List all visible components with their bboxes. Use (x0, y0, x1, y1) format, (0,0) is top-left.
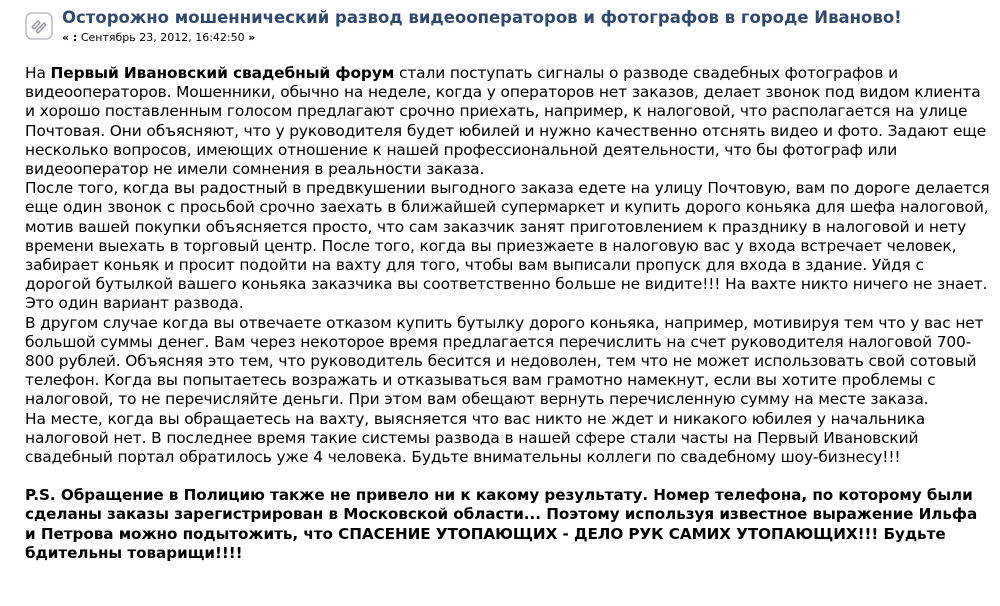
post-title-link[interactable]: Осторожно мошеннический развод видеооператоров и фотографов в городе Иваново! (62, 8, 902, 27)
post-paragraph-4: На месте, когда вы обращаетесь на вахту, выясняется что вас никто не ждет и никакого юбилея у начальника налоговой нет. В последнее время такие системы развода в нашей сфере стали часты на Первый Ивановский свадебный портал обратилось уже 4 человека. Будьте внимательны коллеги по свадебному шоу-бизнесу!!! (25, 409, 926, 467)
paragraph-gap (25, 467, 990, 486)
paragraph-1-text: стали поступать сигналы о разводе свадебных фотографов и видеооператоров. Мошенники, обычно на неделе, когда у операторов нет заказов, делает звонок под видом клиента и хорошо поставленным голосом предлагают срочно приехать, например, к налоговой, что располагается на улице Почтовая. Они объясняют, что у руководителя будет юбилей и нужно качественно отснять видео и фото. Задают еще несколько вопросов, имеющих отношение к нашей профессиональной деятельности, что бы фотограф или видеооператор не имели сомнения в реальности заказа. (25, 64, 987, 179)
post-meta-marker: « : (62, 31, 78, 44)
post-topic-icon (25, 12, 53, 40)
post-ps: P.S. Обращение в Полицию также не привело ни к какому результату. Номер телефона, по которому были сделаны заказы зарегистрирован в Московской области... Поэтому используя известное выражение Ильфа и Петрова можно подытожить, что СПАСЕНИЕ УТОПАЮЩИХ - ДЕЛО РУК САМИХ УТОПАЮЩИХ!!! Будьте бдительны товарищи!!!! (25, 486, 978, 562)
paragraph-1-prefix: На (25, 64, 51, 82)
post-meta (62, 31, 255, 44)
post-meta-end: » (248, 31, 256, 44)
post-paragraph-3: В другом случае когда вы отвечаете отказом купить бутылку дорого коньяка, например, мотивируя тем что у вас нет большой суммы денег. Вам через некоторое время предлагается перечислить на счет руководителя налоговой 700-800 рублей. Объясняя это тем, что руководитель бесится и недоволен, тем что не может использовать свой сотовый телефон. Когда вы попытаетесь возражать и отказываться вам грамотно намекнут, если вы хотите проблемы с налоговой, то не перечисляйте деньги. При этом вам обещают вернуть перечисленную сумму на месте заказа. (25, 313, 984, 409)
post-paragraph-1 (25, 64, 990, 179)
forum-link[interactable]: Первый Ивановский свадебный форум (50, 64, 395, 82)
post-header (25, 8, 985, 48)
post-body (25, 64, 990, 563)
post-paragraph-2: После того, когда вы радостный в предвкушении выгодного заказа едете на улицу Почтовую, вам по дороге делается еще один звонок с просьбой срочно заехать в ближайшей супермаркет и купить дорого коньяка для шефа налоговой, мотив вашей покупки объясняется просто, что сам заказчик занят приготовлением к празднику в налоговой и нету времени выехать в торговый центр. После того, когда вы приезжаете в налоговую вас у входа встречает человек, забирает коньяк и просит подойти на вахту для того, чтобы вам выписали пропуск для входа в здание. Уйдя с дорогой бутылкой вашего коньяка заказчика вы соответственно больше не видите!!! На вахте никто ничего не знает. Это один вариант развода. (25, 179, 990, 313)
post-date: Сентябрь 23, 2012, 16:42:50 (80, 31, 245, 44)
